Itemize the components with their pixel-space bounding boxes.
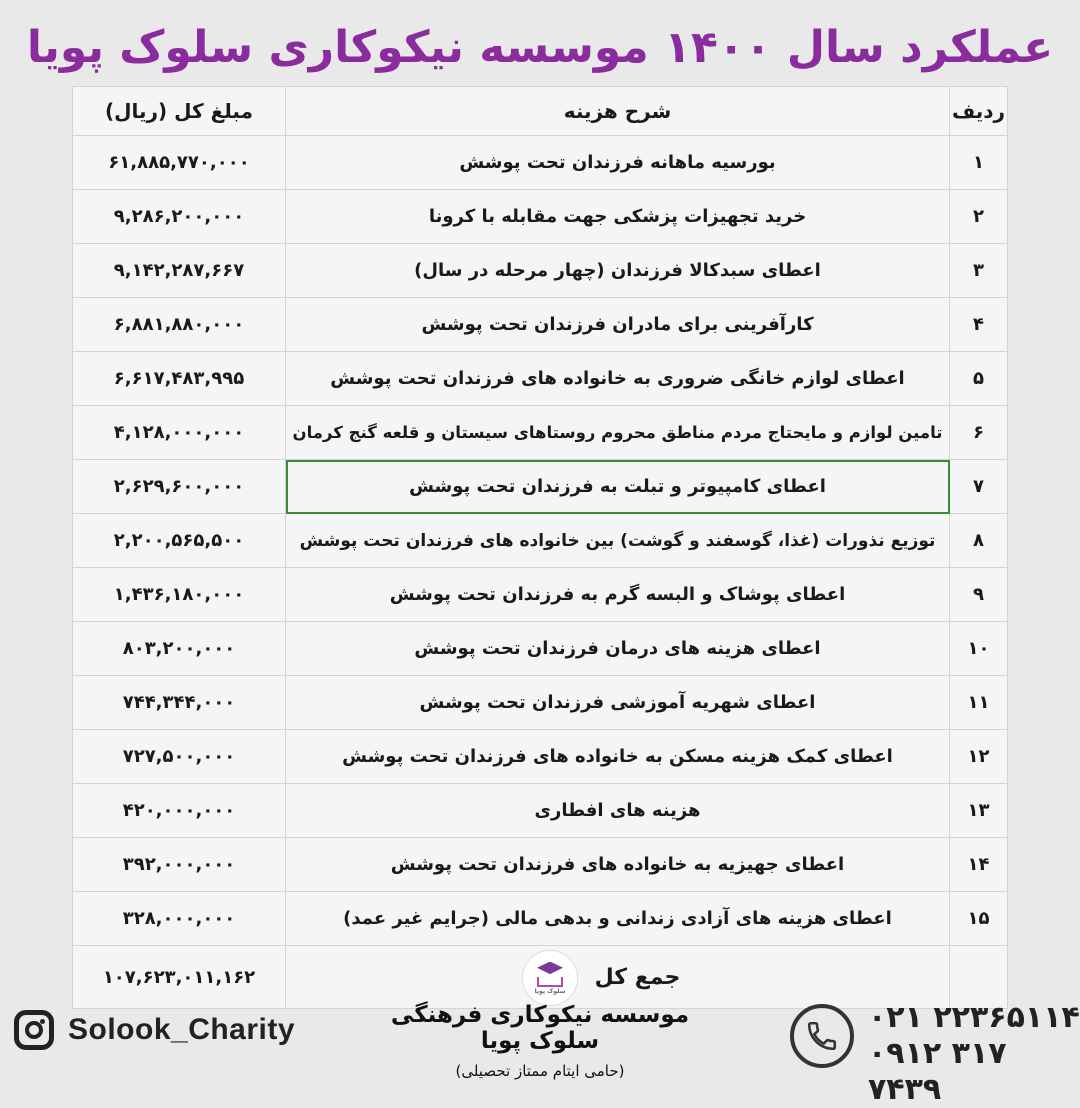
- footer: [0, 996, 1080, 1107]
- table-row: [73, 568, 1008, 622]
- row-amount: ۳۹۲,۰۰۰,۰۰۰: [73, 838, 286, 892]
- phone-numbers: [868, 1000, 1080, 1108]
- row-description: اعطای کمک هزینه مسکن به خانواده های فرزندان تحت پوشش: [286, 730, 950, 784]
- table-row: [73, 622, 1008, 676]
- row-amount: ۱,۴۳۶,۱۸۰,۰۰۰: [73, 568, 286, 622]
- row-amount: ۶۱,۸۸۵,۷۷۰,۰۰۰: [73, 136, 286, 190]
- row-index: ۱۰: [950, 622, 1008, 676]
- row-amount: ۴,۱۲۸,۰۰۰,۰۰۰: [73, 406, 286, 460]
- row-amount: ۷۴۴,۳۴۴,۰۰۰: [73, 676, 286, 730]
- table-row: [73, 298, 1008, 352]
- expense-table: [72, 86, 1008, 1009]
- row-index: ۱۵: [950, 892, 1008, 946]
- header-amount: مبلغ کل (ریال): [73, 87, 286, 136]
- row-amount: ۸۰۳,۲۰۰,۰۰۰: [73, 622, 286, 676]
- row-index: ۱۴: [950, 838, 1008, 892]
- row-description: اعطای لوازم خانگی ضروری به خانواده های فرزندان تحت پوشش: [286, 352, 950, 406]
- row-description: اعطای شهریه آموزشی فرزندان تحت پوشش: [286, 676, 950, 730]
- row-index: ۶: [950, 406, 1008, 460]
- header-description: شرح هزینه: [286, 87, 950, 136]
- row-index: ۱۳: [950, 784, 1008, 838]
- table-row: [73, 784, 1008, 838]
- row-index: ۲: [950, 190, 1008, 244]
- row-index: ۴: [950, 298, 1008, 352]
- organization-info: [360, 1002, 720, 1080]
- row-description: تامین لوازم و مایحتاج مردم مناطق محروم روستاهای سیستان و قلعه گنج کرمان: [286, 406, 950, 460]
- total-amount: ۱۰۷,۶۲۳,۰۱۱,۱۶۲: [73, 946, 286, 1009]
- total-label: جمع کل: [594, 964, 681, 990]
- row-index: ۵: [950, 352, 1008, 406]
- book-icon: [537, 977, 563, 987]
- table-row: [73, 136, 1008, 190]
- phone-number-2[interactable]: ۰۹۱۲ ۳۱۷ ۷۴۳۹: [868, 1036, 1007, 1107]
- logo-text: سلوک پویا: [534, 987, 566, 995]
- organization-name: موسسه نیکوکاری فرهنگی سلوک پویا: [390, 1002, 690, 1054]
- row-index: ۸: [950, 514, 1008, 568]
- row-description: هزینه های افطاری: [286, 784, 950, 838]
- row-index: ۱۲: [950, 730, 1008, 784]
- row-description: اعطای هزینه های آزادی زندانی و بدهی مالی (جرایم غیر عمد): [286, 892, 950, 946]
- row-index: ۳: [950, 244, 1008, 298]
- row-index: ۱: [950, 136, 1008, 190]
- row-description: توزیع نذورات (غذا، گوسفند و گوشت) بین خانواده های فرزندان تحت پوشش: [286, 514, 950, 568]
- row-amount: ۶,۸۸۱,۸۸۰,۰۰۰: [73, 298, 286, 352]
- row-amount: ۳۲۸,۰۰۰,۰۰۰: [73, 892, 286, 946]
- instagram-handle: Solook_Charity: [68, 1013, 296, 1046]
- table-row: [73, 406, 1008, 460]
- row-description: اعطای جهیزیه به خانواده های فرزندان تحت پوشش: [286, 838, 950, 892]
- row-amount: ۹,۲۸۶,۲۰۰,۰۰۰: [73, 190, 286, 244]
- table-row: [73, 838, 1008, 892]
- row-description: بورسیه ماهانه فرزندان تحت پوشش: [286, 136, 950, 190]
- table-row: [73, 514, 1008, 568]
- row-description: اعطای پوشاک و البسه گرم به فرزندان تحت پوشش: [286, 568, 950, 622]
- phone-icon: [790, 1004, 854, 1068]
- row-description: خرید تجهیزات پزشکی جهت مقابله با کرونا: [286, 190, 950, 244]
- table-row: [73, 676, 1008, 730]
- header-index: ردیف: [950, 87, 1008, 136]
- page-title: عملکرد سال ۱۴۰۰ موسسه نیکوکاری سلوک پویا: [26, 22, 1054, 73]
- row-description: کارآفرینی برای مادران فرزندان تحت پوشش: [286, 298, 950, 352]
- row-description: اعطای کامپیوتر و تبلت به فرزندان تحت پوشش: [286, 460, 950, 514]
- organization-tagline: (حامی ایتام ممتاز تحصیلی): [455, 1062, 625, 1080]
- graduation-cap-icon: [537, 962, 563, 976]
- instagram-link[interactable]: [14, 1010, 295, 1050]
- phone-number-1[interactable]: ۰۲۱ ۲۲۳۶۵۱۱۴: [868, 1000, 1080, 1035]
- table-row: [73, 244, 1008, 298]
- row-description: اعطای هزینه های درمان فرزندان تحت پوشش: [286, 622, 950, 676]
- table-row: [73, 190, 1008, 244]
- table-row: [73, 730, 1008, 784]
- row-amount: ۶,۶۱۷,۴۸۳,۹۹۵: [73, 352, 286, 406]
- table-row: [73, 460, 1008, 514]
- table-row: [73, 892, 1008, 946]
- row-description: اعطای سبدکالا فرزندان (چهار مرحله در سال): [286, 244, 950, 298]
- table-row: [73, 352, 1008, 406]
- row-amount: ۴۲۰,۰۰۰,۰۰۰: [73, 784, 286, 838]
- table-header-row: [73, 87, 1008, 136]
- row-amount: ۲,۶۲۹,۶۰۰,۰۰۰: [73, 460, 286, 514]
- row-amount: ۲,۲۰۰,۵۶۵,۵۰۰: [73, 514, 286, 568]
- row-amount: ۹,۱۴۲,۲۸۷,۶۶۷: [73, 244, 286, 298]
- row-index: ۹: [950, 568, 1008, 622]
- row-index: ۷: [950, 460, 1008, 514]
- row-amount: ۷۲۷,۵۰۰,۰۰۰: [73, 730, 286, 784]
- row-index: ۱۱: [950, 676, 1008, 730]
- instagram-icon: [14, 1010, 54, 1050]
